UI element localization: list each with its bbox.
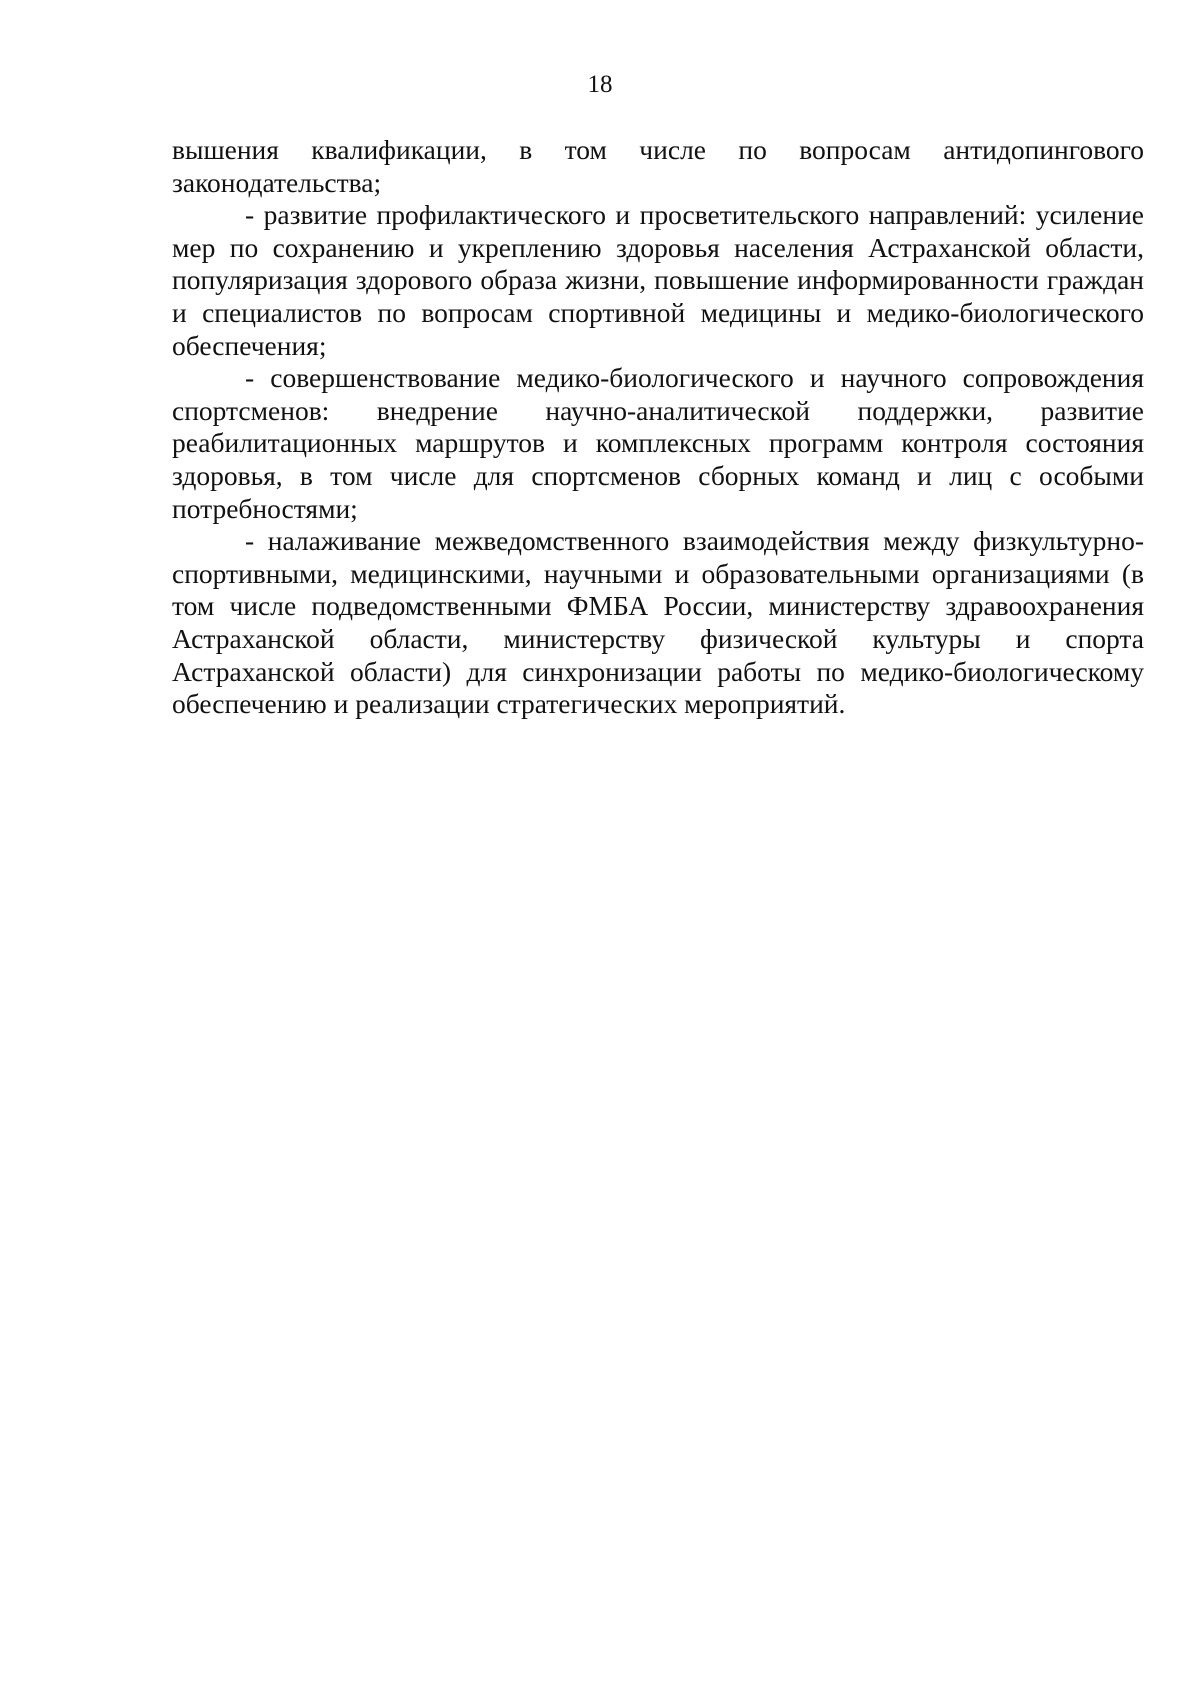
list-item-interagency-cooperation: - налаживание межведомственного взаимодействия между физкультурно-спортивными, медицинскими, научными и образовательными организациями (в том числе подведомственными ФМБА России, министерству здравоохранения Астраханской области, министерству физической культуры и спорта Астраханской области) для синхронизации работы по медико-биологическому обеспечению и реализации стратегических мероприятий. [172,525,1144,720]
list-item-prevention: - развитие профилактического и просветительского направлений: усиление мер по сохранению и укреплению здоровья населения Астраханской области, популяризация здорового образа жизни, повышение информированности граждан и специалистов по вопросам спортивной медицины и медико-биологического обеспечения; [172,199,1144,361]
page-number: 18 [587,71,613,98]
body-text [172,134,1144,721]
paragraph-continuation: вышения квалификации, в том числе по вопросам антидопингового законодательства; [172,134,1144,198]
list-item-athlete-support: - совершенствование медико-биологического и научного сопровождения спортсменов: внедрение научно-аналитической поддержки, развитие реабилитационных маршрутов и комплексных программ контроля состояния здоровья, в том числе для спортсменов сборных команд и лиц с особыми потребностями; [172,362,1144,524]
